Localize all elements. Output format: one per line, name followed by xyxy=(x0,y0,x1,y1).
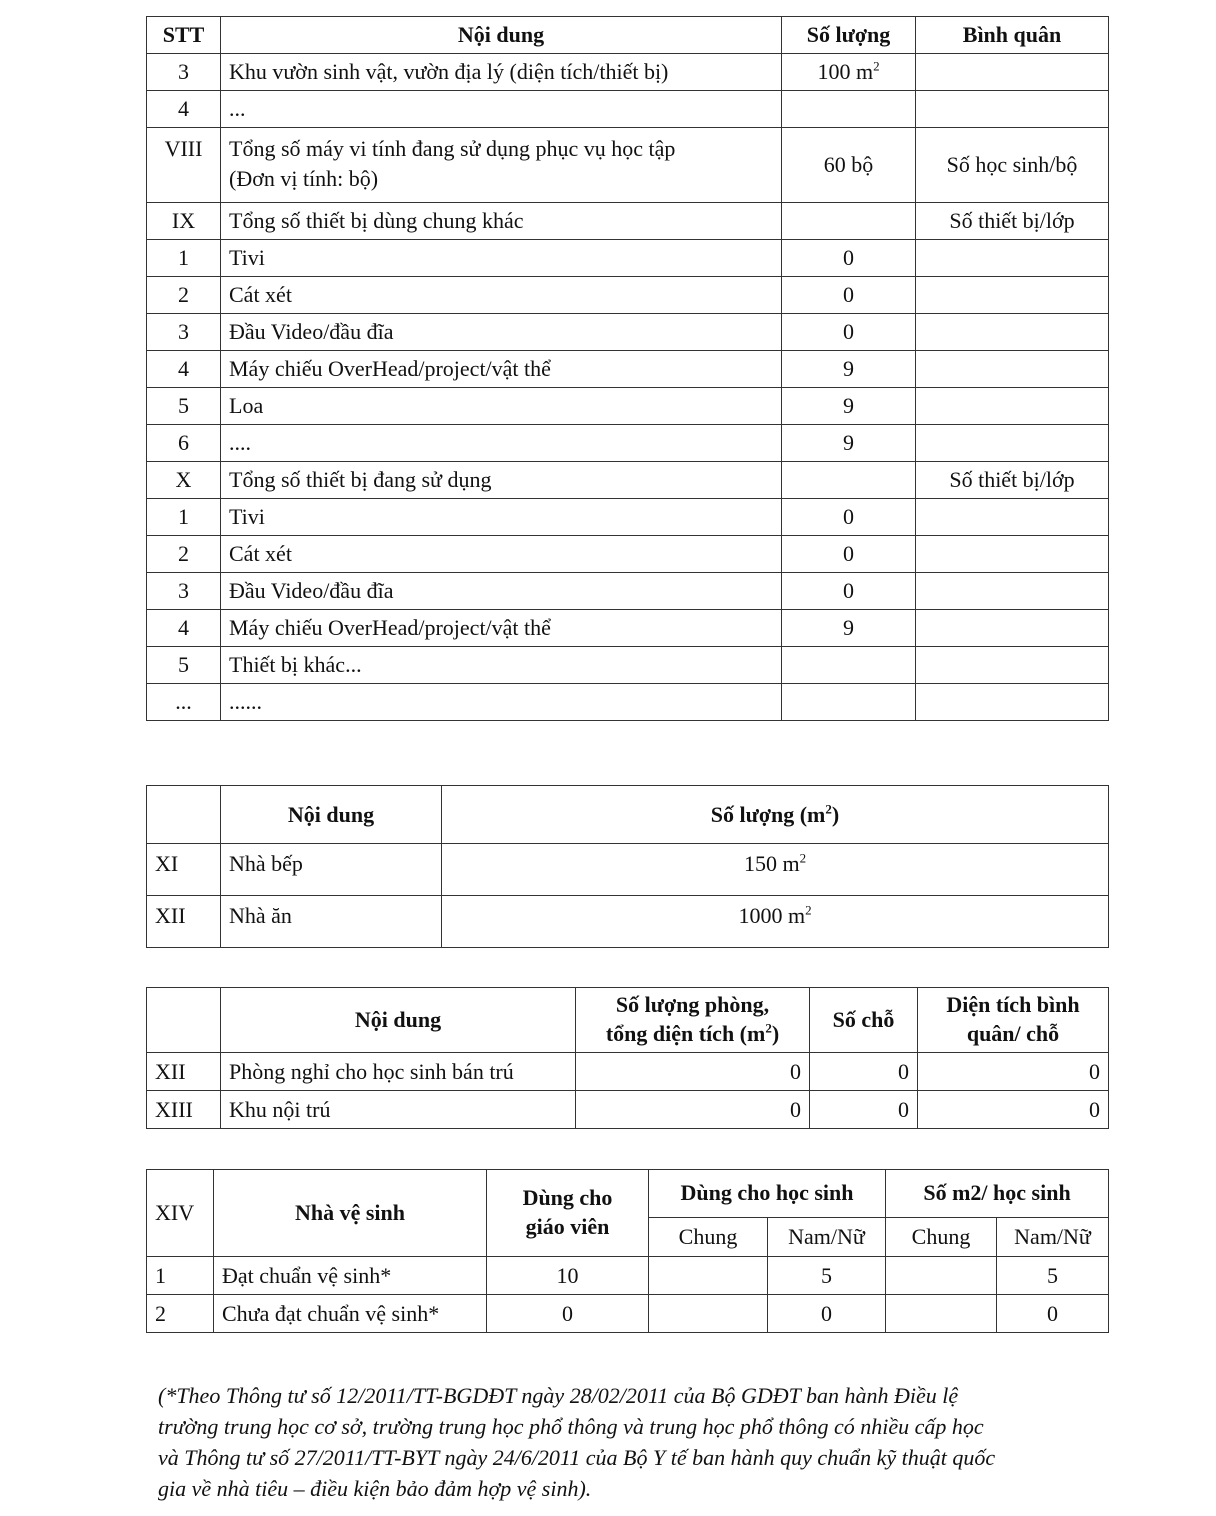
boarding-table xyxy=(146,987,1109,1129)
footnote-line: (*Theo Thông tư số 12/2011/TT-BGDĐT ngày 28/02/2011 của Bộ GDĐT ban hành Điều lệ xyxy=(158,1383,959,1408)
cell-teacher: 10 xyxy=(487,1257,649,1295)
cell-teacher: 0 xyxy=(487,1295,649,1333)
cell-stt: XII xyxy=(147,1053,221,1091)
cell-content: Nhà bếp xyxy=(221,844,442,896)
cell-m2-common xyxy=(886,1295,997,1333)
cell-content: Nhà ăn xyxy=(221,896,442,948)
cell-stt: VIII xyxy=(147,128,221,203)
cell-stt: 2 xyxy=(147,277,221,314)
cell-quantity: 0 xyxy=(782,240,916,277)
kitchen-table xyxy=(146,785,1109,948)
cell-content: Đầu Video/đầu đĩa xyxy=(221,314,782,351)
cell-m2-common xyxy=(886,1257,997,1295)
cell-quantity xyxy=(782,91,916,128)
cell-stt: XIII xyxy=(147,1091,221,1129)
cell-content: Cát xét xyxy=(221,536,782,573)
cell-average xyxy=(916,240,1109,277)
table-row xyxy=(147,1091,1109,1129)
cell-stt: 2 xyxy=(147,536,221,573)
table-row xyxy=(147,844,1109,896)
cell-stt: 4 xyxy=(147,351,221,388)
footnote-line: gia về nhà tiêu – điều kiện bảo đảm hợp vệ sinh). xyxy=(158,1476,592,1501)
cell-average xyxy=(916,388,1109,425)
cell-stt: 6 xyxy=(147,425,221,462)
cell-quantity: 100 $m^2$ xyxy=(782,54,916,91)
table-row xyxy=(147,240,1109,277)
cell-content: Loa xyxy=(221,388,782,425)
table-header-row xyxy=(147,1170,1109,1218)
table-header-row xyxy=(147,786,1109,844)
cell-quantity xyxy=(782,684,916,721)
header-avg-area: Diện tích bình quân/ chỗ xyxy=(918,988,1109,1053)
cell-stt: 2 xyxy=(147,1295,214,1333)
table-row xyxy=(147,610,1109,647)
cell-content: Đầu Video/đầu đĩa xyxy=(221,573,782,610)
table-row xyxy=(147,203,1109,240)
header-stt xyxy=(147,786,221,844)
cell-content: Thiết bị khác... xyxy=(221,647,782,684)
footnote xyxy=(158,1380,1128,1504)
table-row xyxy=(147,277,1109,314)
header-students: Dùng cho học sinh xyxy=(649,1170,886,1218)
cell-quantity: 1000 $m^2$ xyxy=(442,896,1109,948)
cell-quantity: 9 xyxy=(782,425,916,462)
cell-average: Số thiết bị/lớp xyxy=(916,203,1109,240)
cell-content: ... xyxy=(221,91,782,128)
cell-stt: 1 xyxy=(147,499,221,536)
cell-content: Tổng số thiết bị dùng chung khác xyxy=(221,203,782,240)
cell-average: Số thiết bị/lớp xyxy=(916,462,1109,499)
cell-avg: 0 xyxy=(918,1091,1109,1129)
cell-content: .... xyxy=(221,425,782,462)
table-row xyxy=(147,684,1109,721)
cell-stt: 3 xyxy=(147,314,221,351)
cell-quantity: 60 bộ xyxy=(782,128,916,203)
cell-name: Đạt chuẩn vệ sinh* xyxy=(214,1257,487,1295)
cell-average xyxy=(916,499,1109,536)
cell-average xyxy=(916,647,1109,684)
cell-quantity: 150 $m^2$ xyxy=(442,844,1109,896)
cell-stt: 3 xyxy=(147,54,221,91)
table-row xyxy=(147,54,1109,91)
cell-stt: X xyxy=(147,462,221,499)
header-content: Nội dung xyxy=(221,988,576,1053)
subheader-students-gender: Nam/Nữ xyxy=(768,1218,886,1257)
cell-content: Máy chiếu OverHead/project/vật thể xyxy=(221,351,782,388)
cell-avg: 0 xyxy=(918,1053,1109,1091)
cell-quantity: 0 xyxy=(782,536,916,573)
cell-stt: 5 xyxy=(147,388,221,425)
header-content: Nội dung xyxy=(221,786,442,844)
cell-content: Khu vườn sinh vật, vườn địa lý (diện tích/thiết bị) xyxy=(221,54,782,91)
header-teacher: Dùng cho giáo viên xyxy=(487,1170,649,1257)
cell-average xyxy=(916,425,1109,462)
cell-m2-gender: 5 xyxy=(997,1257,1109,1295)
cell-content: ...... xyxy=(221,684,782,721)
cell-stt: IX xyxy=(147,203,221,240)
cell-content: Tivi xyxy=(221,240,782,277)
cell-content: Cát xét xyxy=(221,277,782,314)
cell-quantity: 0 xyxy=(782,277,916,314)
cell-m2-gender: 0 xyxy=(997,1295,1109,1333)
cell-stt: ... xyxy=(147,684,221,721)
cell-seats: 0 xyxy=(810,1091,918,1129)
cell-average xyxy=(916,536,1109,573)
header-m2-per-student: Số m2/ học sinh xyxy=(886,1170,1109,1218)
table-row xyxy=(147,896,1109,948)
cell-quantity xyxy=(782,462,916,499)
cell-average xyxy=(916,351,1109,388)
cell-name: Chưa đạt chuẩn vệ sinh* xyxy=(214,1295,487,1333)
cell-quantity: 0 xyxy=(782,499,916,536)
cell-content: Tổng số thiết bị đang sử dụng xyxy=(221,462,782,499)
cell-students-gender: 0 xyxy=(768,1295,886,1333)
table-row xyxy=(147,536,1109,573)
cell-stt: 4 xyxy=(147,610,221,647)
footnote-line: trường trung học cơ sở, trường trung học phổ thông và trung học phổ thông có nhiều cấp học xyxy=(158,1414,984,1439)
cell-rooms: 0 xyxy=(576,1053,810,1091)
table-row xyxy=(147,647,1109,684)
header-quantity: Số lượng $(m^2)$ xyxy=(442,786,1109,844)
header-content: Nội dung xyxy=(221,17,782,54)
table-row xyxy=(147,1257,1109,1295)
table-row xyxy=(147,128,1109,203)
cell-stt: XI xyxy=(147,844,221,896)
cell-seats: 0 xyxy=(810,1053,918,1091)
cell-stt: 4 xyxy=(147,91,221,128)
table-row xyxy=(147,388,1109,425)
cell-content: Tổng số máy vi tính đang sử dụng phục vụ học tập (Đơn vị tính: bộ) xyxy=(221,128,782,203)
header-average: Bình quân xyxy=(916,17,1109,54)
cell-average xyxy=(916,91,1109,128)
cell-students-gender: 5 xyxy=(768,1257,886,1295)
table-header-row xyxy=(147,17,1109,54)
cell-average xyxy=(916,573,1109,610)
cell-rooms: 0 xyxy=(576,1091,810,1129)
cell-average: Số học sinh/bộ xyxy=(916,128,1109,203)
cell-average xyxy=(916,314,1109,351)
table-row xyxy=(147,499,1109,536)
cell-content: Tivi xyxy=(221,499,782,536)
cell-stt: 1 xyxy=(147,240,221,277)
cell-quantity: 0 xyxy=(782,314,916,351)
cell-average xyxy=(916,54,1109,91)
cell-stt: 5 xyxy=(147,647,221,684)
cell-average xyxy=(916,610,1109,647)
header-seats: Số chỗ xyxy=(810,988,918,1053)
cell-quantity xyxy=(782,647,916,684)
table-row xyxy=(147,573,1109,610)
cell-quantity: 9 xyxy=(782,351,916,388)
cell-students-common xyxy=(649,1295,768,1333)
cell-quantity xyxy=(782,203,916,240)
header-stt xyxy=(147,988,221,1053)
table-header-row xyxy=(147,988,1109,1053)
cell-quantity: 9 xyxy=(782,610,916,647)
cell-quantity: 0 xyxy=(782,573,916,610)
table-row xyxy=(147,1053,1109,1091)
subheader-students-common: Chung xyxy=(649,1218,768,1257)
cell-quantity: 9 xyxy=(782,388,916,425)
toilet-table xyxy=(146,1169,1109,1333)
subheader-m2-gender: Nam/Nữ xyxy=(997,1218,1109,1257)
table-row xyxy=(147,314,1109,351)
cell-average xyxy=(916,277,1109,314)
header-stt: XIV xyxy=(147,1170,214,1257)
cell-students-common xyxy=(649,1257,768,1295)
footnote-line: và Thông tư số 27/2011/TT-BYT ngày 24/6/2011 của Bộ Y tế ban hành quy chuẩn kỹ thuật quốc xyxy=(158,1445,996,1470)
cell-content: Máy chiếu OverHead/project/vật thể xyxy=(221,610,782,647)
cell-content: Khu nội trú xyxy=(221,1091,576,1129)
header-stt: STT xyxy=(147,17,221,54)
table-row xyxy=(147,462,1109,499)
table-row xyxy=(147,425,1109,462)
header-rooms-area: Số lượng phòng, tổng diện tích $(m^2)$ xyxy=(576,988,810,1053)
cell-content: Phòng nghỉ cho học sinh bán trú xyxy=(221,1053,576,1091)
cell-stt: 1 xyxy=(147,1257,214,1295)
subheader-m2-common: Chung xyxy=(886,1218,997,1257)
table-row xyxy=(147,1295,1109,1333)
cell-stt: XII xyxy=(147,896,221,948)
header-name: Nhà vệ sinh xyxy=(214,1170,487,1257)
table-row xyxy=(147,351,1109,388)
header-quantity: Số lượng xyxy=(782,17,916,54)
table-row xyxy=(147,91,1109,128)
cell-average xyxy=(916,684,1109,721)
equipment-table xyxy=(146,16,1109,721)
cell-stt: 3 xyxy=(147,573,221,610)
